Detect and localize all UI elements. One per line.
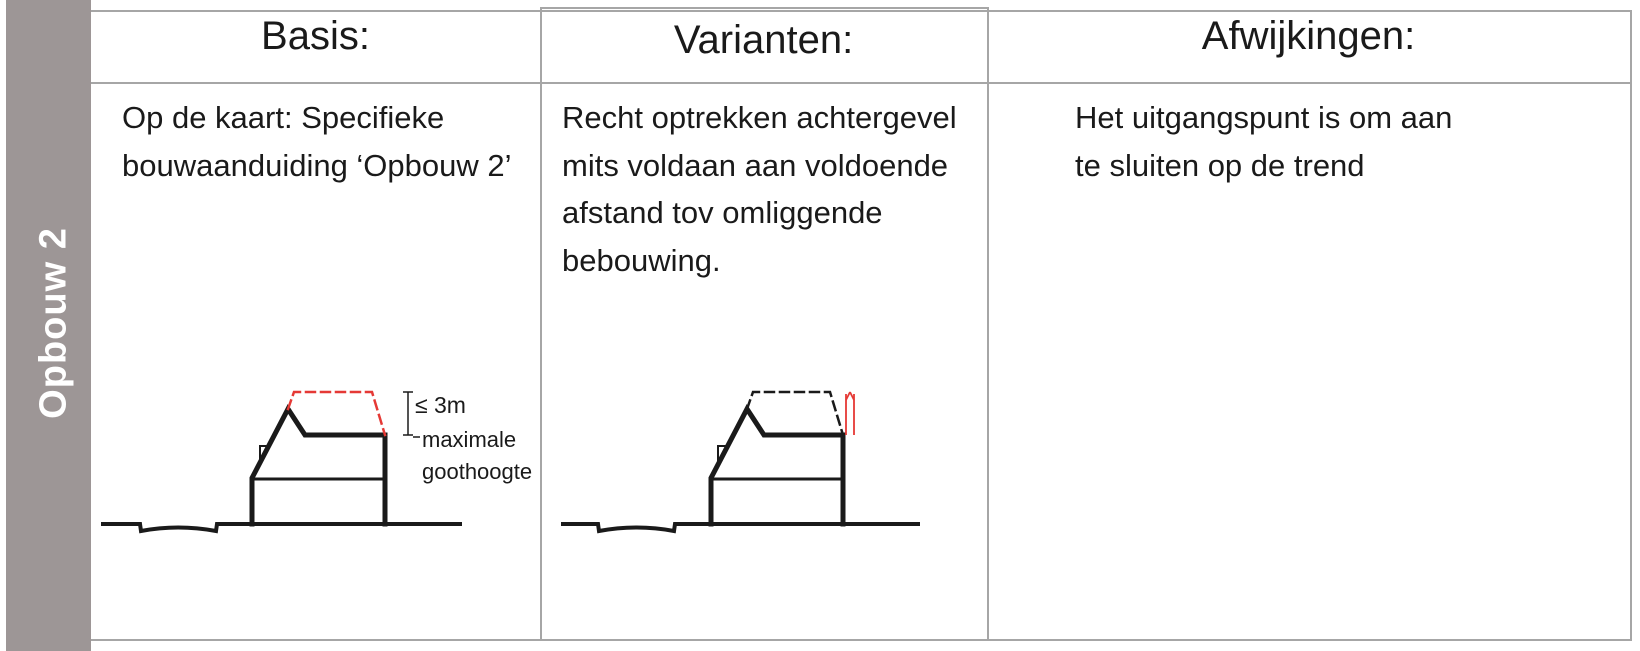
header-basis: Basis: — [261, 14, 370, 58]
variant-ground-line — [563, 524, 918, 531]
variant-house-diagram — [563, 392, 918, 531]
header-varianten: Varianten: — [673, 18, 854, 62]
basis-house-diagram — [103, 392, 460, 531]
variant-house-outline — [711, 409, 843, 524]
basis-ground-line — [103, 524, 460, 531]
basis-description: Op de kaart: Specifieke bouwaanduiding ‘Opbouw 2’ — [122, 100, 512, 183]
varianten-description: Recht optrekken achtergevel mits voldaan aan voldoende afstand tov omliggende bebouwing. — [562, 100, 957, 278]
height-limit-label: ≤ 3m — [415, 392, 466, 418]
row-label: Opbouw 2 — [32, 227, 75, 419]
header-afwijkingen: Afwijkingen: — [1201, 14, 1416, 58]
caption-line-2: goothoogte — [422, 459, 533, 484]
caption-line-1: maximale — [422, 427, 517, 452]
afwijkingen-description: Het uitgangspunt is om aan te sluiten op de trend — [1075, 100, 1453, 183]
basis-house-outline — [252, 409, 385, 524]
variant-raise-arrows — [846, 392, 854, 435]
